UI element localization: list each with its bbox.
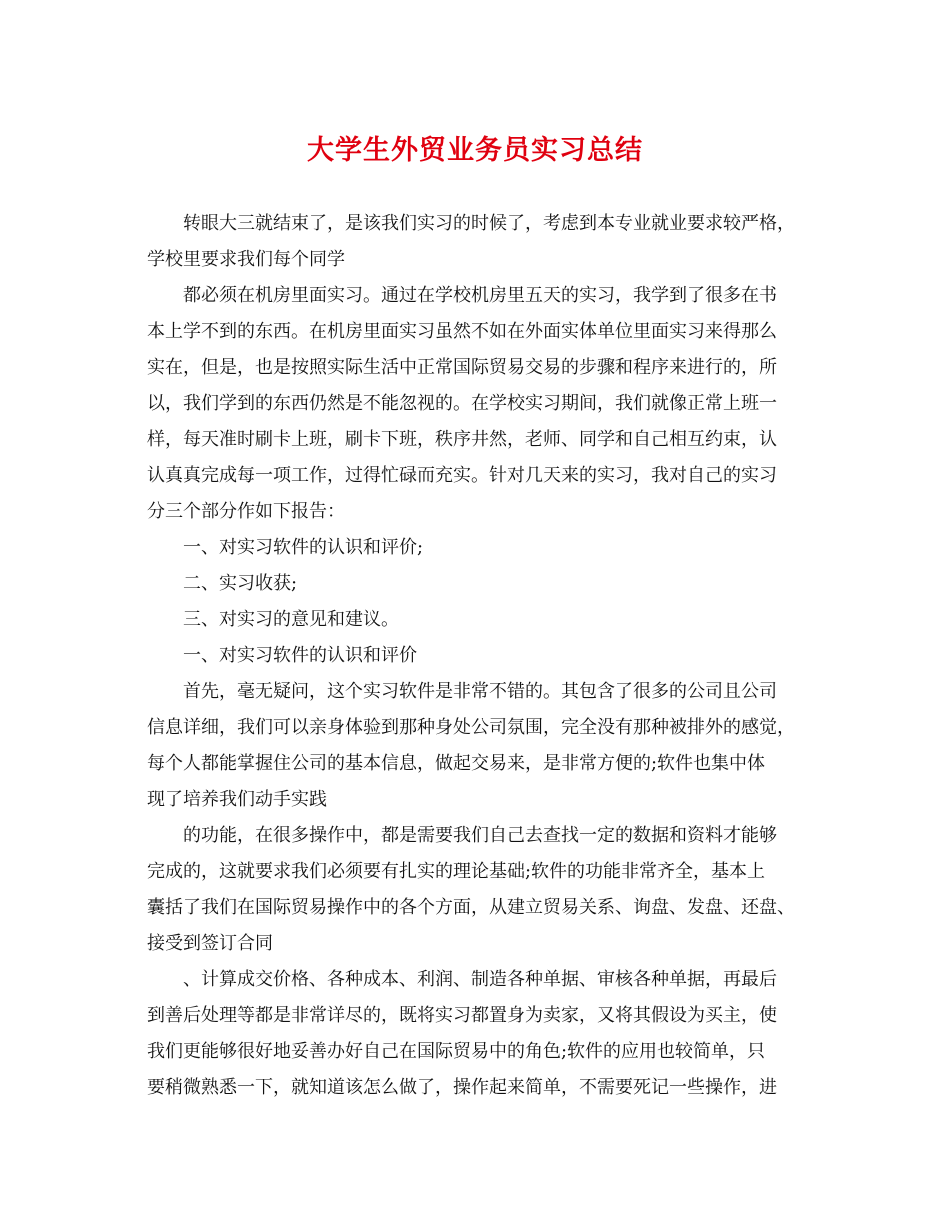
text-line: 首先，毫无疑问，这个实习软件是非常不错的。其包含了很多的公司且公司 (183, 681, 777, 702)
list-item: 三、对实习的意见和建议。 (183, 609, 399, 630)
text-line: 认真真完成每一项工作，过得忙碌而充实。针对几天来的实习，我对自己的实习 (147, 465, 777, 486)
document-title: 大学生外贸业务员实习总结 (307, 135, 643, 166)
section-heading: 一、对实习软件的认识和评价 (183, 645, 417, 666)
text-line: 样，每天准时刷卡上班，刷卡下班，秩序井然，老师、同学和自己相互约束，认 (147, 429, 777, 450)
list-item: 一、对实习软件的认识和评价; (183, 537, 424, 558)
text-line: 完成的，这就要求我们必须要有扎实的理论基础;软件的功能非常齐全，基本上 (147, 861, 766, 882)
text-line: 本上学不到的东西。在机房里面实习虽然不如在外面实体单位里面实习来得那么 (147, 321, 777, 342)
text-line: 接受到签订合同 (147, 933, 273, 954)
text-line: 现了培养我们动手实践 (147, 789, 327, 810)
text-line: 囊括了我们在国际贸易操作中的各个方面，从建立贸易关系、询盘、发盘、还盘、 (147, 897, 795, 918)
text-line: 实在，但是，也是按照实际生活中正常国际贸易交易的步骤和程序来进行的，所 (147, 357, 777, 378)
text-line: 以，我们学到的东西仍然是不能忽视的。在学校实习期间，我们就像正常上班一 (147, 393, 777, 414)
text-line: 学校里要求我们每个同学 (147, 249, 345, 270)
document-body (147, 206, 812, 1106)
text-line: 、计算成交价格、各种成本、利润、制造各种单据、审核各种单据，再最后 (183, 969, 777, 990)
text-line: 分三个部分作如下报告： (147, 501, 345, 522)
list-item: 二、实习收获; (183, 573, 298, 594)
text-line: 要稍微熟悉一下，就知道该怎么做了，操作起来简单，不需要死记一些操作，进 (147, 1077, 777, 1098)
text-line: 都必须在机房里面实习。通过在学校机房里五天的实习，我学到了很多在书 (183, 285, 777, 306)
text-line: 到善后处理等都是非常详尽的，既将实习都置身为卖家，又将其假设为买主，使 (147, 1005, 777, 1026)
text-line: 的功能，在很多操作中，都是需要我们自己去查找一定的数据和资料才能够 (183, 825, 777, 846)
text-line: 我们更能够很好地妥善办好自己在国际贸易中的角色;软件的应用也较简单，只 (147, 1041, 766, 1062)
text-line: 每个人都能掌握住公司的基本信息，做起交易来，是非常方便的;软件也集中体 (147, 753, 766, 774)
text-line: 转眼大三就结束了，是该我们实习的时候了，考虑到本专业就业要求较严格， (183, 213, 795, 234)
text-line: 信息详细，我们可以亲身体验到那种身处公司氛围，完全没有那种被排外的感觉， (147, 717, 795, 738)
